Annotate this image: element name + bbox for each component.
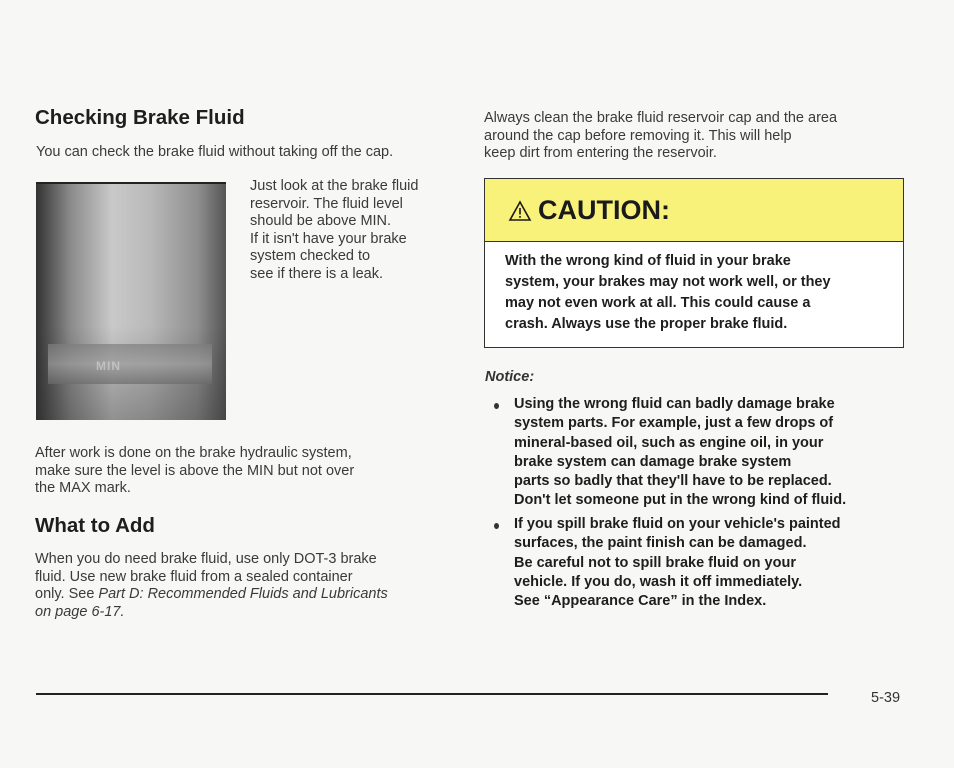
caution-body xyxy=(505,251,890,335)
caution-box xyxy=(484,178,904,348)
what-to-add-paragraph xyxy=(35,551,388,621)
caution-line: may not even work at all. This could cause a xyxy=(505,295,811,311)
bullet-line: Using the wrong fluid can badly damage brake xyxy=(514,396,835,412)
manual-reference: Part D: Recommended Fluids and Lubricants xyxy=(98,586,388,603)
manual-reference-page: on page 6-17. xyxy=(35,603,125,620)
bullet-line: Be careful not to spill brake fluid on your xyxy=(514,554,796,571)
paragraph-line: When you do need brake fluid, use only DOT-3 brake xyxy=(35,551,377,567)
bullet-dot-icon xyxy=(494,523,499,529)
caption-line: system checked to xyxy=(250,248,371,265)
paragraph-line: the MAX mark. xyxy=(35,480,131,497)
caution-line: With the wrong kind of fluid in your brake xyxy=(505,253,791,269)
reservoir-band xyxy=(48,344,212,384)
bullet-line: mineral-based oil, such as engine oil, in your xyxy=(514,434,824,451)
notice-label: Notice: xyxy=(485,369,535,385)
caution-title xyxy=(508,195,670,226)
notice-bullet-1 xyxy=(514,395,914,511)
bullet-dot-icon xyxy=(494,403,499,409)
photo-caption xyxy=(250,178,418,284)
paragraph-line: around the cap before removing it. This will help xyxy=(484,127,792,144)
caption-line: should be above MIN. xyxy=(250,213,392,230)
bullet-line: parts so badly that they'll have to be replaced. xyxy=(514,473,832,490)
bullet-line: See “Appearance Care” in the Index. xyxy=(514,593,767,610)
paragraph-line: Always clean the brake fluid reservoir cap and the area xyxy=(484,110,838,126)
caution-line: system, your brakes may not work well, or they xyxy=(505,274,831,290)
warning-triangle-icon xyxy=(508,200,532,222)
min-marking: MIN xyxy=(96,359,121,373)
notice-bullet-2 xyxy=(514,515,914,611)
paragraph-line: make sure the level is above the MIN but not over xyxy=(35,462,355,479)
paragraph-line xyxy=(35,604,388,622)
caption-line: see if there is a leak. xyxy=(250,265,383,282)
caution-title-text: CAUTION: xyxy=(538,195,670,225)
heading-checking-brake-fluid: Checking Brake Fluid xyxy=(35,106,245,129)
paragraph-line: keep dirt from entering the reservoir. xyxy=(484,145,717,162)
paragraph-line: fluid. Use new brake fluid from a sealed container xyxy=(35,568,353,585)
brake-fluid-reservoir-photo xyxy=(36,182,226,420)
bullet-line: If you spill brake fluid on your vehicle's painted xyxy=(514,516,841,532)
caption-line: If it isn't have your brake xyxy=(250,230,407,247)
bullet-line: brake system can damage brake system xyxy=(514,453,792,470)
after-work-paragraph xyxy=(35,445,354,498)
caption-line: Just look at the brake fluid xyxy=(250,178,419,194)
caption-line: reservoir. The fluid level xyxy=(250,195,403,212)
caution-header xyxy=(485,179,903,242)
clean-cap-paragraph xyxy=(484,110,837,163)
heading-what-to-add: What to Add xyxy=(35,514,155,537)
bullet-line: surfaces, the paint finish can be damaged. xyxy=(514,535,807,552)
paragraph-line: After work is done on the brake hydraulic system, xyxy=(35,445,352,461)
footer-rule xyxy=(36,693,828,695)
bullet-line: Don't let someone put in the wrong kind of fluid. xyxy=(514,492,847,509)
paragraph-text: only. See xyxy=(35,586,99,603)
caution-line: crash. Always use the proper brake fluid. xyxy=(505,316,788,332)
bullet-line: system parts. For example, just a few drops of xyxy=(514,415,834,432)
page-number: 5-39 xyxy=(871,690,901,706)
intro-text: You can check the brake fluid without taking off the cap. xyxy=(36,144,394,160)
bullet-line: vehicle. If you do, wash it off immediately. xyxy=(514,573,803,590)
paragraph-line xyxy=(35,586,388,604)
